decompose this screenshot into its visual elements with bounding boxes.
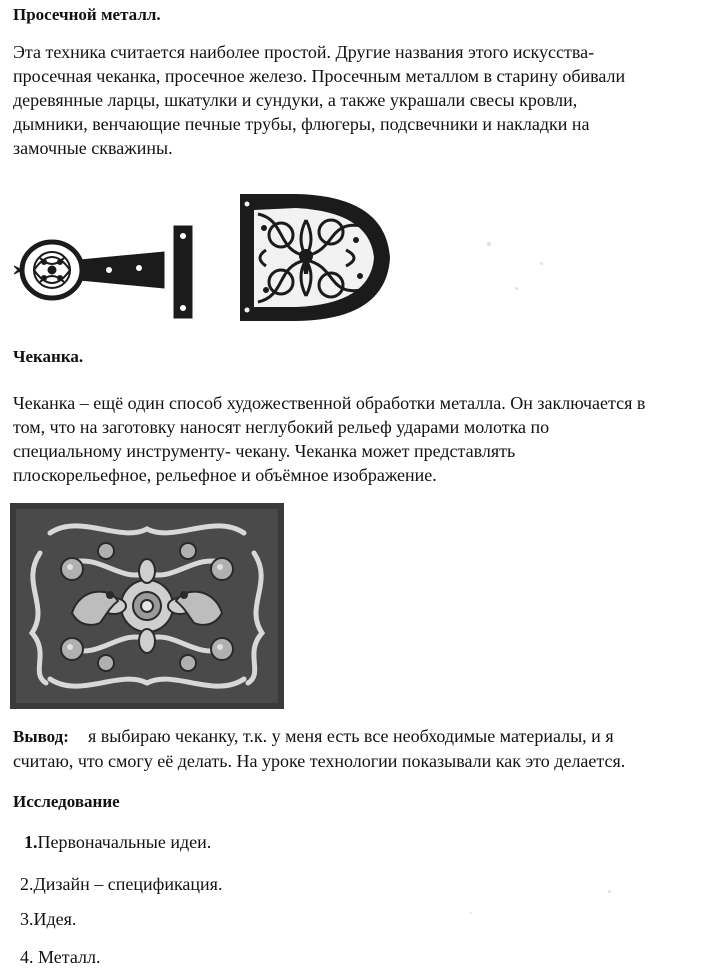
hinge-strap-image: [14, 222, 214, 322]
scan-speck: [540, 262, 543, 265]
research-item-1-text: Первоначальные идеи.: [37, 832, 212, 852]
text-line: Чеканка – ещё один способ художественной обработки металла. Он заключается в: [13, 393, 646, 413]
text-line: специальному инструменту- чекану. Чеканка может представлять: [13, 441, 516, 461]
scan-speck: [515, 287, 518, 290]
chased-relief-panel-image: [10, 503, 284, 709]
text-line: просечная чеканка, просечное железо. Просечным металлом в старину обивали: [13, 66, 626, 86]
research-item-1: [24, 830, 211, 854]
text-line: том, что на заготовку наносят неглубокий рельеф ударами молотка по: [13, 417, 550, 437]
heading-research: Исследование: [13, 792, 120, 811]
conclusion-paragraph: [13, 724, 703, 773]
text-line: замочные скважины.: [13, 138, 173, 158]
scan-speck: [487, 242, 491, 246]
text-line: плоскорельефное, рельефное и объёмное изображение.: [13, 465, 437, 485]
heading-chekanka: Чеканка.: [13, 347, 84, 366]
text-line: Эта техника считается наиболее простой. Другие названия этого искусства-: [13, 42, 595, 62]
text-line: [13, 724, 703, 749]
research-item-2: 2.Дизайн – спецификация.: [20, 874, 223, 894]
text-line: дымники, венчающие печные трубы, флюгеры, подсвечники и накладки на: [13, 114, 590, 134]
paragraph-chekanka: [13, 391, 703, 487]
conclusion-line-2: считаю, что смогу её делать. На уроке технологии показывали как это делается.: [13, 751, 626, 771]
heading-prosechnoy-metall: Просечной металл.: [13, 5, 161, 24]
text-line: деревянные ларцы, шкатулки и сундуки, а также украшали свесы кровли,: [13, 90, 578, 110]
scan-speck: [608, 890, 611, 893]
escutcheon-plate-image: [236, 190, 396, 325]
scan-speck: [470, 912, 472, 914]
research-item-3: 3.Идея.: [20, 909, 77, 929]
conclusion-line-1: я выбираю чеканку, т.к. у меня есть все необходимые материалы, и я: [87, 726, 614, 746]
conclusion-label: Вывод:: [13, 727, 69, 746]
paragraph-prosechnoy-metall: [13, 40, 693, 160]
research-item-4: 4. Металл.: [20, 947, 101, 967]
research-item-1-number: 1.: [24, 832, 38, 852]
